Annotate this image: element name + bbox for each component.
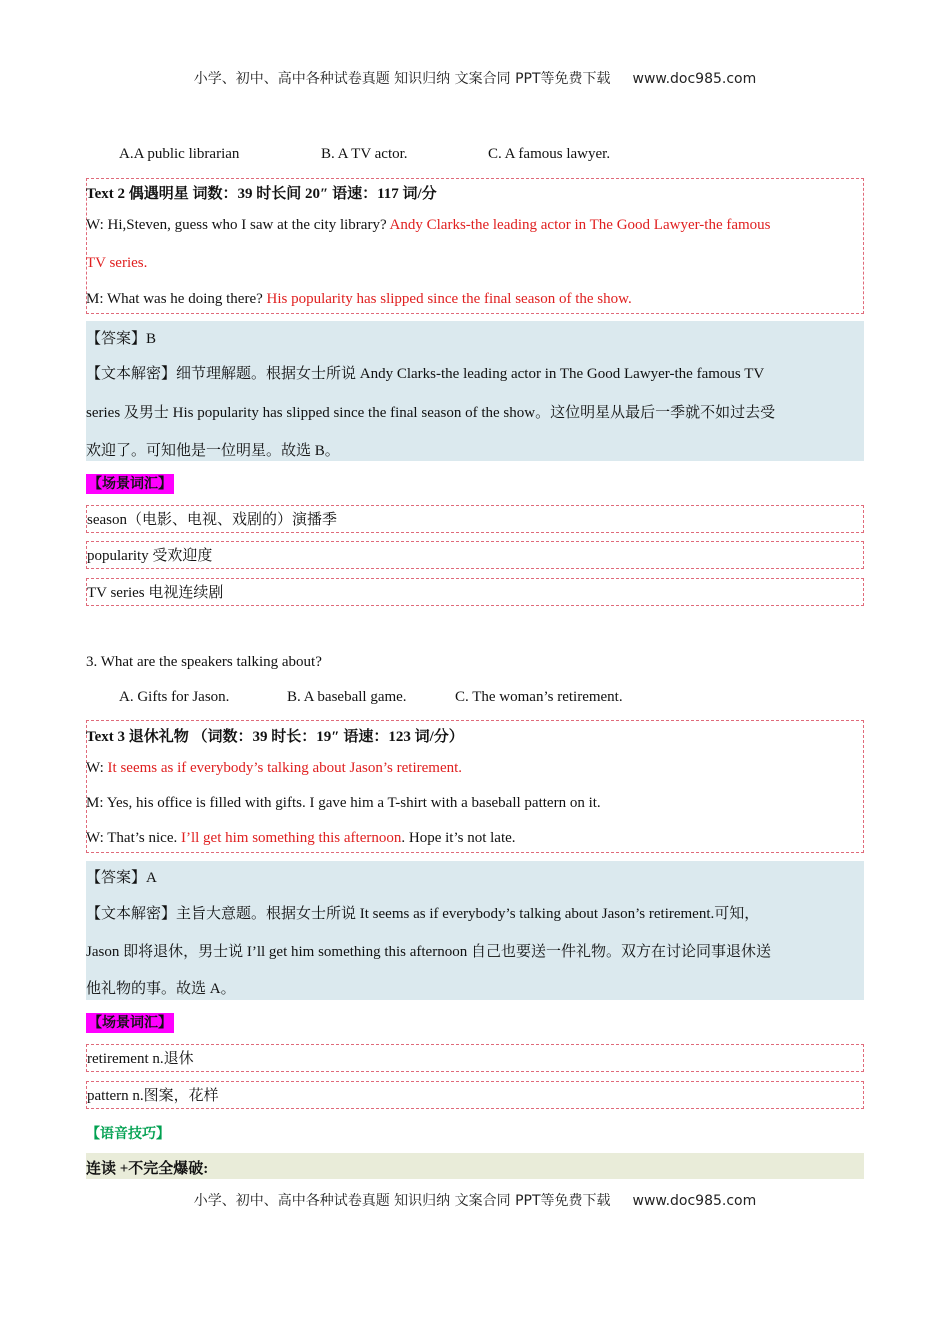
answer3-explain-2: Jason 即将退休，男士说 I’ll get him something this afternoon 自己也要送一件礼物。双方在讨论同事退休送	[86, 944, 771, 960]
page-footer	[0, 1190, 950, 1210]
header-url[interactable]: www.doc985.com	[632, 71, 757, 87]
text2-m-red: His popularity has slipped since the final season of the show.	[266, 291, 632, 307]
text2-w-red-cont: TV series.	[86, 255, 148, 271]
vocab2-item: TV series 电视连续剧	[86, 578, 864, 606]
vocab3-item: pattern n.图案，花样	[86, 1081, 864, 1109]
answer3-explain-3: 他礼物的事。故选 A。	[86, 981, 236, 997]
text3-w1-red: It seems as if everybody’s talking about Jason’s retirement.	[107, 760, 463, 776]
vocab3-item: retirement n.退休	[86, 1044, 864, 1072]
vocab2-item: popularity 受欢迎度	[86, 541, 864, 569]
q3-option-b: B. A baseball game.	[287, 689, 407, 705]
text2-m-line	[86, 291, 632, 308]
footer-text: 小学、初中、高中各种试卷真题 知识归纳 文案合同 PPT等免费下载	[193, 1193, 611, 1209]
text3-w2-line	[86, 830, 516, 847]
text3-m-line: M: Yes, his office is filled with gifts. I gave him a T-shirt with a baseball pattern on it.	[86, 795, 601, 811]
text2-title: Text 2 偶遇明星 词数：39 时长间 20″ 语速：117 词/分	[86, 186, 437, 202]
answer2-explain-1: 【文本解密】细节理解题。根据女士所说 Andy Clarks-the leading actor in The Good Lawyer-the famous TV	[86, 366, 765, 382]
answer2-explain-2: series 及男士 His popularity has slipped since the final season of the show。这位明星从最后一季就不如过去受	[86, 405, 776, 421]
q2-option-a: A.A public librarian	[119, 146, 240, 162]
answer2-explain-3: 欢迎了。可知他是一位明星。故选 B。	[86, 443, 340, 459]
text2-w-red: Andy Clarks-the leading actor in The Good Lawyer-the famous	[389, 217, 771, 233]
vocab2-item: season（电影、电视、戏剧的）演播季	[86, 505, 864, 533]
text3-w2-prefix: W: That’s nice.	[86, 830, 181, 846]
q2-option-c: C. A famous lawyer.	[488, 146, 611, 162]
q3-option-c: C. The woman’s retirement.	[455, 689, 623, 705]
footer-url[interactable]: www.doc985.com	[632, 1193, 757, 1209]
text3-title: Text 3 退休礼物 （词数：39 时长：19″ 语速：123 词/分）	[86, 729, 464, 745]
text2-w-line	[86, 217, 771, 234]
answer3: 【答案】A	[86, 870, 157, 886]
tips-bar-text: 连读 +不完全爆破:	[86, 1161, 209, 1177]
answer3-explain-1: 【文本解密】主旨大意题。根据女士所说 It seems as if everybody’s talking about Jason’s retirement.可知，	[86, 906, 760, 922]
text2-w-prefix: W: Hi,Steven, guess who I saw at the city library?	[86, 217, 390, 233]
vocab3-label: 【场景词汇】	[88, 1015, 172, 1031]
answer2: 【答案】B	[86, 331, 157, 347]
tips-label: 【语音技巧】	[86, 1126, 170, 1142]
text3-w1-line	[86, 760, 462, 777]
text2-m-prefix: M: What was he doing there?	[86, 291, 267, 307]
q3-question: 3. What are the speakers talking about?	[86, 654, 322, 670]
q3-option-a: A. Gifts for Jason.	[119, 689, 230, 705]
text3-w2-suffix: . Hope it’s not late.	[401, 830, 516, 846]
vocab2-label: 【场景词汇】	[88, 476, 172, 492]
q2-option-b: B. A TV actor.	[321, 146, 408, 162]
header-text: 小学、初中、高中各种试卷真题 知识归纳 文案合同 PPT等免费下载	[193, 71, 611, 87]
text3-w2-red: I’ll get him something this afternoon	[180, 830, 402, 846]
page-header	[0, 68, 950, 88]
text3-w1-prefix: W:	[86, 760, 108, 776]
